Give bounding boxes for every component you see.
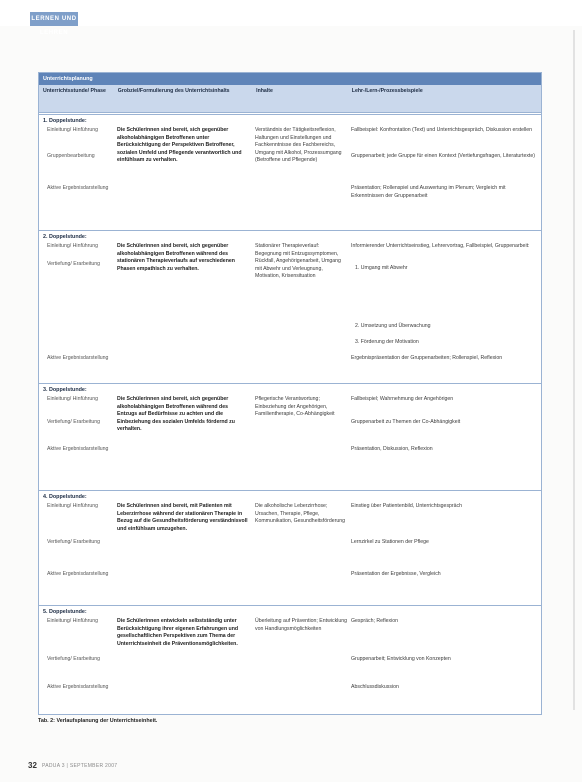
journal-footer: PADUA 3 | SEPTEMBER 2007 (42, 763, 118, 769)
phase-label: Vertiefung/ Erarbeitung (47, 261, 101, 267)
goal-text: Die Schülerinnen sind bereit, sich gegenüber alkoholabhängigen Betroffenen während des stationären Therapieverlaufs auf verschiedenen Phasen empathisch zu verhalten. (117, 243, 235, 272)
section-label: 3. Doppelstunde: (43, 387, 87, 393)
method-text: Gespräch; Reflexion (351, 618, 398, 624)
phase-label: Aktive Ergebnisdarstellung (47, 684, 109, 690)
phase-label: Einleitung/ Hinführung (47, 396, 99, 402)
table-header-row (39, 85, 541, 113)
phase-label: Aktive Ergebnisdarstellung (47, 185, 109, 191)
goal-text: Die Schülerinnen sind bereit, sich gegenüber alkoholabhängigen Betroffenen unter Berücksichtigung der Perspektiven Betroffener, sozialen Umfeld und Pflegende verantwortlich und einfühlsam zu verhalten. (117, 127, 242, 164)
phase-label: Einleitung/ Hinführung (47, 503, 99, 509)
table-title: Unterrichtsplanung (39, 73, 541, 85)
phase-label: Einleitung/ Hinführung (47, 618, 99, 624)
method-text: 2. Umsetzung und Überwachung (355, 323, 431, 329)
section-label: 4. Doppelstunde: (43, 494, 87, 500)
content-text: Die alkoholische Leberzirrhose; Ursachen, Therapie, Pflege, Kommunikation, Gesundheitsförderung (255, 503, 345, 525)
content-text: Pflegerische Verantwortung; Einbeziehung der Angehörigen, Familientherapie, Co-Abhängigkeit (255, 396, 335, 418)
method-text: Informierender Unterrichtseinstieg, Lehrervortrag, Fallbeispiel, Gruppenarbeit: (351, 243, 530, 249)
phase-label: Einleitung/ Hinführung (47, 243, 99, 249)
content-text: Überleitung auf Prävention; Entwicklung von Handlungsmöglichkeiten (255, 618, 347, 632)
method-text: Gruppenarbeit; jede Gruppe für einen Kontext (Vertiefungsfragen, Literaturtexte) (351, 153, 535, 159)
phase-label: Vertiefung/ Erarbeitung (47, 656, 101, 662)
section-label: 2. Doppelstunde: (43, 234, 87, 240)
content-text: Verständnis der Tätigkeitsreflexion, Haltungen und Einstellungen und Fachkenntnisse des Fachbereichs, Umgang mit Alkohol, Prozessumgang (Betroffene und Pflegende) (255, 127, 342, 164)
phase-label: Aktive Ergebnisdarstellung (47, 446, 109, 452)
table-row (39, 383, 541, 490)
table-row (39, 490, 541, 605)
phase-label: Aktive Ergebnisdarstellung (47, 355, 109, 361)
method-text: Präsentation der Ergebnisse, Vergleich (351, 571, 441, 577)
method-text: Abschlussdiskussion (351, 684, 399, 690)
column-header-phase: Unterrichtsstunde/ Phase (43, 88, 106, 94)
phase-label: Aktive Ergebnisdarstellung (47, 571, 109, 577)
method-text: 3. Förderung der Motivation (355, 339, 419, 345)
method-text: Fallbeispiel: Konfrontation (Text) und Unterrichtsgespräch, Diskussion erstellen (351, 127, 533, 133)
column-header-goal: Grobziel/Formulierung des Unterrichtsinhalts (117, 88, 230, 94)
section-title: LERNEN UND LEHREN (31, 16, 77, 36)
method-text: Ergebnispräsentation der Gruppenarbeiten; Rollenspiel, Reflexion (351, 355, 503, 361)
content-text: Stationärer Therapieverlauf: Begegnung mit Entzugssymptomen, Rückfall, Angehörigenarbeit, Umgang mit Abwehr und Verleugnung, Motivation, Krisensituation (255, 243, 341, 280)
method-text: Lernzirkel zu Stationen der Pflege (351, 539, 429, 545)
section-label: 1. Doppelstunde: (43, 118, 87, 124)
phase-label: Einleitung/ Hinführung (47, 127, 99, 133)
goal-text: Die Schülerinnen sind bereit, sich gegenüber alkoholabhängigen Betroffenen während des Entzugs auf Bedürfnisse zu achten und die Einbeziehung des sozialen Umfelds fördernd zu verhalten. (117, 396, 235, 433)
section-label: 5. Doppelstunde: (43, 609, 87, 615)
goal-text: Die Schülerinnen sind bereit, mit Patienten mit Leberzirrhose während der stationären Therapie in Bezug auf die Gesundheitsförderung verständnisvoll und einfühlsam umzugehen. (117, 503, 248, 532)
phase-label: Vertiefung/ Erarbeitung (47, 539, 101, 545)
method-text: Fallbeispiel; Wahrnehmung der Angehörigen (351, 396, 454, 402)
phase-label: Vertiefung/ Erarbeitung (47, 419, 101, 425)
header-band (0, 0, 582, 36)
column-header-method: Lehr-/Lern-/Prozessbeispiele (351, 88, 423, 94)
method-text: Einstieg über Patientenbild, Unterrichtsgespräch (351, 503, 463, 509)
method-text: Gruppenarbeit zu Themen der Co-Abhängigkeit (351, 419, 461, 425)
method-text: Präsentation, Diskussion, Reflexion (351, 446, 433, 452)
method-text: Präsentation; Rollenspiel und Auswertung im Plenum; Vergleich mit Erkenntnissen der Gruppenarbeit (351, 185, 506, 199)
table-row (39, 605, 541, 714)
table-row (39, 230, 541, 383)
phase-label: Gruppenbearbeitung (47, 153, 95, 159)
table-caption: Tab. 2: Verlaufsplanung der Unterrichtseinheit. (38, 718, 158, 724)
column-header-content: Inhalte (256, 88, 273, 94)
page-number: 32 (28, 761, 37, 770)
table-row (39, 114, 541, 230)
page-edge (573, 30, 575, 710)
goal-text: Die Schülerinnen entwickeln selbstständig unter Berücksichtigung ihrer eigenen Erfahrungen und gesellschaftlichen Perspektiven zum Thema der Unterrichtseinheit die Präventionsmöglichkeiten. (117, 618, 239, 647)
method-text: 1. Umgang mit Abwehr (355, 265, 408, 271)
planning-table (38, 72, 542, 715)
method-text: Gruppenarbeit; Entwicklung von Konzepten (351, 656, 451, 662)
